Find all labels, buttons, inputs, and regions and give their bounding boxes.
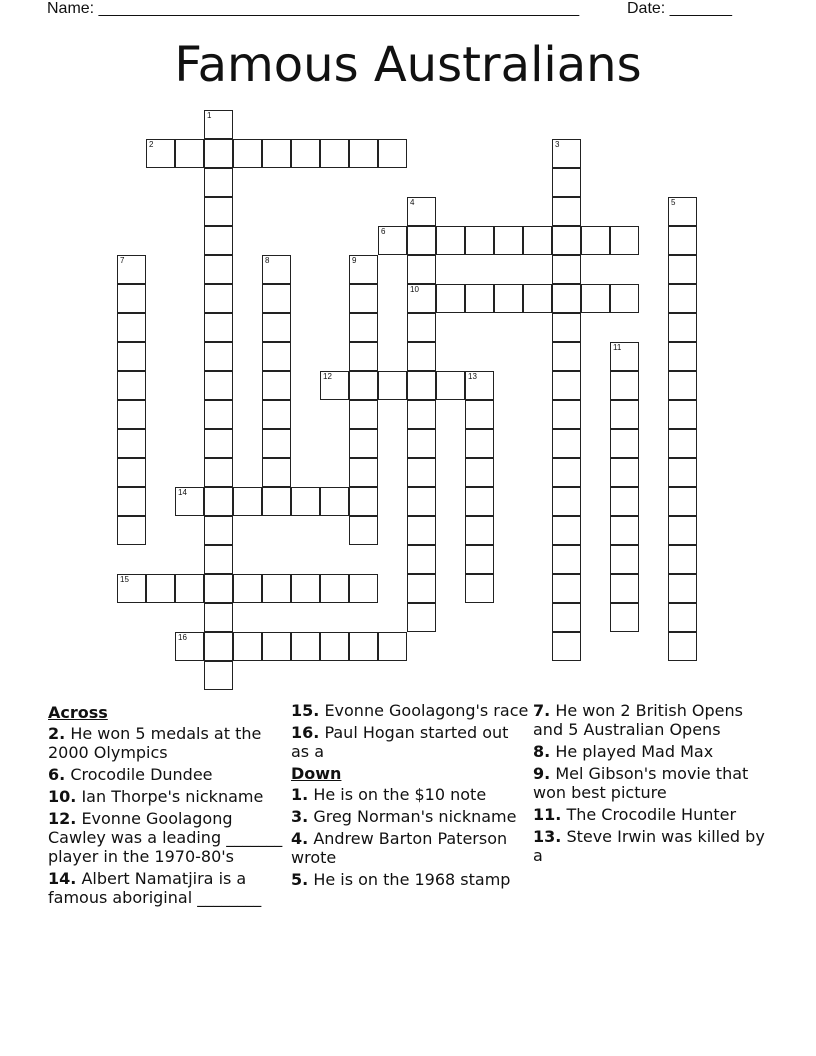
crossword-cell[interactable] bbox=[668, 632, 697, 661]
clue-text: Ian Thorpe's nickname bbox=[81, 787, 264, 806]
clue-number: 5. bbox=[291, 870, 309, 889]
crossword-cell[interactable] bbox=[349, 313, 378, 342]
crossword-cell[interactable] bbox=[610, 487, 639, 516]
clue-down-13 bbox=[533, 827, 773, 865]
crossword-cell[interactable] bbox=[117, 255, 146, 284]
crossword-cell[interactable] bbox=[204, 226, 233, 255]
crossword-cell[interactable] bbox=[349, 139, 378, 168]
crossword-cell[interactable] bbox=[262, 458, 291, 487]
crossword-cell[interactable] bbox=[262, 139, 291, 168]
crossword-cell[interactable] bbox=[494, 284, 523, 313]
crossword-cell[interactable] bbox=[407, 313, 436, 342]
clue-text: Albert Namatjira is a famous aboriginal ________ bbox=[48, 869, 262, 907]
crossword-cell[interactable] bbox=[291, 632, 320, 661]
clue-down-7 bbox=[533, 701, 773, 739]
clue-number-label: 13 bbox=[468, 372, 477, 381]
crossword-cell[interactable] bbox=[407, 342, 436, 371]
crossword-cell[interactable] bbox=[175, 574, 204, 603]
crossword-cell[interactable] bbox=[291, 487, 320, 516]
crossword-cell[interactable] bbox=[378, 139, 407, 168]
crossword-cell[interactable] bbox=[407, 458, 436, 487]
crossword-cell[interactable] bbox=[349, 400, 378, 429]
clue-number: 4. bbox=[291, 829, 309, 848]
crossword-cell[interactable] bbox=[204, 516, 233, 545]
clue-down-4 bbox=[291, 829, 531, 867]
crossword-cell[interactable] bbox=[407, 371, 436, 400]
crossword-cell[interactable] bbox=[668, 429, 697, 458]
crossword-cell[interactable] bbox=[407, 574, 436, 603]
crossword-cell[interactable] bbox=[552, 197, 581, 226]
crossword-cell[interactable] bbox=[262, 574, 291, 603]
crossword-cell[interactable] bbox=[262, 632, 291, 661]
crossword-cell[interactable] bbox=[378, 632, 407, 661]
clue-number-label: 3 bbox=[555, 140, 560, 149]
clue-text: Greg Norman's nickname bbox=[313, 807, 517, 826]
crossword-cell[interactable] bbox=[610, 458, 639, 487]
crossword-cell[interactable] bbox=[610, 400, 639, 429]
crossword-cell[interactable] bbox=[204, 197, 233, 226]
clue-number: 7. bbox=[533, 701, 551, 720]
crossword-cell[interactable] bbox=[552, 342, 581, 371]
crossword-cell[interactable] bbox=[320, 371, 349, 400]
clue-text: Evonne Goolagong Cawley was a leading _______ player in the 1970-80's bbox=[48, 809, 283, 866]
crossword-cell[interactable] bbox=[610, 284, 639, 313]
crossword-cell[interactable] bbox=[146, 574, 175, 603]
crossword-cell[interactable] bbox=[465, 371, 494, 400]
crossword-cell[interactable] bbox=[117, 429, 146, 458]
crossword-cell[interactable] bbox=[668, 313, 697, 342]
crossword-cell[interactable] bbox=[407, 603, 436, 632]
crossword-cell[interactable] bbox=[668, 371, 697, 400]
crossword-cell[interactable] bbox=[262, 487, 291, 516]
crossword-cell[interactable] bbox=[407, 226, 436, 255]
crossword-cell[interactable] bbox=[407, 429, 436, 458]
crossword-cell[interactable] bbox=[668, 487, 697, 516]
clue-text: Evonne Goolagong's race bbox=[324, 701, 529, 720]
clue-number: 6. bbox=[48, 765, 66, 784]
crossword-cell[interactable] bbox=[233, 574, 262, 603]
clue-text: Steve Irwin was killed by a bbox=[533, 827, 765, 865]
crossword-cell[interactable] bbox=[349, 342, 378, 371]
crossword-cell[interactable] bbox=[610, 603, 639, 632]
crossword-cell[interactable] bbox=[610, 371, 639, 400]
crossword-cell[interactable] bbox=[552, 284, 581, 313]
crossword-cell[interactable] bbox=[349, 458, 378, 487]
clue-down-9 bbox=[533, 764, 773, 802]
clue-number: 1. bbox=[291, 785, 309, 804]
crossword-cell[interactable] bbox=[320, 139, 349, 168]
crossword-cell[interactable] bbox=[291, 574, 320, 603]
clue-across-2 bbox=[48, 724, 284, 762]
crossword-cell[interactable] bbox=[378, 371, 407, 400]
crossword-cell[interactable] bbox=[552, 168, 581, 197]
crossword-cell[interactable] bbox=[204, 487, 233, 516]
crossword-cell[interactable] bbox=[552, 139, 581, 168]
crossword-cell[interactable] bbox=[175, 487, 204, 516]
crossword-cell[interactable] bbox=[204, 168, 233, 197]
clue-number: 13. bbox=[533, 827, 562, 846]
clue-number: 11. bbox=[533, 805, 562, 824]
clue-text: The Crocodile Hunter bbox=[566, 805, 737, 824]
crossword-cell[interactable] bbox=[349, 284, 378, 313]
clue-text: He won 2 British Opens and 5 Australian Opens bbox=[533, 701, 743, 739]
clue-number: 2. bbox=[48, 724, 66, 743]
crossword-cell[interactable] bbox=[407, 400, 436, 429]
crossword-cell[interactable] bbox=[349, 574, 378, 603]
crossword-cell[interactable] bbox=[378, 226, 407, 255]
crossword-cell[interactable] bbox=[349, 516, 378, 545]
crossword-cell[interactable] bbox=[668, 516, 697, 545]
crossword-cell[interactable] bbox=[175, 139, 204, 168]
crossword-cell[interactable] bbox=[465, 487, 494, 516]
crossword-cell[interactable] bbox=[320, 632, 349, 661]
crossword-cell[interactable] bbox=[349, 487, 378, 516]
crossword-cell[interactable] bbox=[204, 603, 233, 632]
crossword-cell[interactable] bbox=[668, 603, 697, 632]
crossword-cell[interactable] bbox=[320, 487, 349, 516]
crossword-cell[interactable] bbox=[204, 400, 233, 429]
crossword-cell[interactable] bbox=[233, 632, 262, 661]
crossword-cell[interactable] bbox=[262, 371, 291, 400]
clue-number-label: 11 bbox=[613, 343, 622, 352]
crossword-cell[interactable] bbox=[668, 574, 697, 603]
clue-column-3 bbox=[533, 701, 773, 868]
clue-column-1 bbox=[48, 701, 284, 910]
crossword-cell[interactable] bbox=[117, 342, 146, 371]
clue-number-label: 14 bbox=[178, 488, 187, 497]
clue-text: He played Mad Max bbox=[555, 742, 714, 761]
crossword-cell[interactable] bbox=[204, 110, 233, 139]
crossword-cell[interactable] bbox=[552, 255, 581, 284]
crossword-cell[interactable] bbox=[117, 574, 146, 603]
clue-number-label: 9 bbox=[352, 256, 357, 265]
crossword-cell[interactable] bbox=[552, 226, 581, 255]
clue-down-1 bbox=[291, 785, 531, 804]
clue-text: Crocodile Dundee bbox=[70, 765, 213, 784]
crossword-cell[interactable] bbox=[233, 487, 262, 516]
crossword-cell[interactable] bbox=[204, 661, 233, 690]
crossword-cell[interactable] bbox=[523, 226, 552, 255]
crossword-cell[interactable] bbox=[291, 139, 320, 168]
crossword-cell[interactable] bbox=[668, 255, 697, 284]
crossword-cell[interactable] bbox=[407, 545, 436, 574]
crossword-cell[interactable] bbox=[494, 226, 523, 255]
clue-across-10 bbox=[48, 787, 284, 806]
crossword-cell[interactable] bbox=[465, 284, 494, 313]
crossword-cell[interactable] bbox=[117, 458, 146, 487]
crossword-cell[interactable] bbox=[204, 632, 233, 661]
across-heading: Across bbox=[48, 703, 108, 722]
clue-down-3 bbox=[291, 807, 531, 826]
clue-number: 9. bbox=[533, 764, 551, 783]
crossword-cell[interactable] bbox=[668, 458, 697, 487]
crossword-cell[interactable] bbox=[204, 313, 233, 342]
crossword-cell[interactable] bbox=[262, 313, 291, 342]
crossword-cell[interactable] bbox=[117, 487, 146, 516]
crossword-cell[interactable] bbox=[204, 139, 233, 168]
clue-number: 12. bbox=[48, 809, 77, 828]
crossword-cell[interactable] bbox=[465, 574, 494, 603]
crossword-cell[interactable] bbox=[407, 516, 436, 545]
crossword-cell[interactable] bbox=[407, 487, 436, 516]
clue-across-15 bbox=[291, 701, 531, 720]
clue-number: 3. bbox=[291, 807, 309, 826]
crossword-cell[interactable] bbox=[552, 516, 581, 545]
crossword-cell[interactable] bbox=[668, 342, 697, 371]
clue-number-label: 7 bbox=[120, 256, 125, 265]
clue-down-11 bbox=[533, 805, 773, 824]
crossword-cell[interactable] bbox=[610, 226, 639, 255]
crossword-cell[interactable] bbox=[465, 226, 494, 255]
crossword-cell[interactable] bbox=[552, 574, 581, 603]
date-field-label: Date: _______ bbox=[627, 0, 732, 17]
crossword-cell[interactable] bbox=[233, 139, 262, 168]
clue-number-label: 15 bbox=[120, 575, 129, 584]
clue-number-label: 2 bbox=[149, 140, 154, 149]
crossword-cell[interactable] bbox=[552, 458, 581, 487]
clue-down-5 bbox=[291, 870, 531, 889]
crossword-cell[interactable] bbox=[349, 371, 378, 400]
crossword-cell[interactable] bbox=[204, 458, 233, 487]
crossword-cell[interactable] bbox=[610, 429, 639, 458]
crossword-cell[interactable] bbox=[204, 255, 233, 284]
clue-across-14 bbox=[48, 869, 284, 907]
crossword-cell[interactable] bbox=[117, 516, 146, 545]
crossword-cell[interactable] bbox=[204, 342, 233, 371]
crossword-cell[interactable] bbox=[117, 371, 146, 400]
crossword-cell[interactable] bbox=[465, 516, 494, 545]
crossword-cell[interactable] bbox=[465, 429, 494, 458]
crossword-cell[interactable] bbox=[117, 313, 146, 342]
crossword-cell[interactable] bbox=[552, 371, 581, 400]
page-title: Famous Australians bbox=[174, 37, 642, 93]
clue-number: 14. bbox=[48, 869, 77, 888]
crossword-cell[interactable] bbox=[349, 429, 378, 458]
clue-number-label: 12 bbox=[323, 372, 332, 381]
crossword-cell[interactable] bbox=[204, 429, 233, 458]
clue-number: 8. bbox=[533, 742, 551, 761]
clue-text: Paul Hogan started out as a bbox=[291, 723, 509, 761]
crossword-cell[interactable] bbox=[610, 342, 639, 371]
crossword-cell[interactable] bbox=[668, 400, 697, 429]
crossword-cell[interactable] bbox=[552, 313, 581, 342]
clue-number: 16. bbox=[291, 723, 320, 742]
clue-text: He is on the 1968 stamp bbox=[313, 870, 511, 889]
crossword-cell[interactable] bbox=[668, 284, 697, 313]
crossword-cell[interactable] bbox=[581, 284, 610, 313]
crossword-cell[interactable] bbox=[204, 545, 233, 574]
crossword-cell[interactable] bbox=[552, 487, 581, 516]
clue-number: 15. bbox=[291, 701, 320, 720]
crossword-cell[interactable] bbox=[117, 400, 146, 429]
crossword-cell[interactable] bbox=[407, 284, 436, 313]
crossword-cell[interactable] bbox=[262, 255, 291, 284]
clue-number-label: 5 bbox=[671, 198, 676, 207]
crossword-cell[interactable] bbox=[407, 255, 436, 284]
crossword-cell[interactable] bbox=[610, 516, 639, 545]
crossword-cell[interactable] bbox=[262, 284, 291, 313]
crossword-cell[interactable] bbox=[668, 197, 697, 226]
clue-text: He won 5 medals at the 2000 Olympics bbox=[48, 724, 262, 762]
crossword-cell[interactable] bbox=[204, 371, 233, 400]
clue-number: 10. bbox=[48, 787, 77, 806]
crossword-cell[interactable] bbox=[436, 284, 465, 313]
name-field-label: Name: ______________________________________________________ bbox=[47, 0, 580, 17]
crossword-cell[interactable] bbox=[465, 545, 494, 574]
clue-across-16 bbox=[291, 723, 531, 761]
crossword-cell[interactable] bbox=[349, 255, 378, 284]
crossword-cell[interactable] bbox=[610, 574, 639, 603]
crossword-cell[interactable] bbox=[436, 371, 465, 400]
crossword-cell[interactable] bbox=[436, 226, 465, 255]
crossword-cell[interactable] bbox=[552, 632, 581, 661]
clue-column-2 bbox=[291, 701, 531, 892]
clue-number-label: 8 bbox=[265, 256, 270, 265]
crossword-cell[interactable] bbox=[668, 226, 697, 255]
crossword-cell[interactable] bbox=[465, 400, 494, 429]
clue-text: Mel Gibson's movie that won best picture bbox=[533, 764, 749, 802]
crossword-cell[interactable] bbox=[610, 545, 639, 574]
crossword-cell[interactable] bbox=[204, 574, 233, 603]
clue-number-label: 10 bbox=[410, 285, 419, 294]
crossword-cell[interactable] bbox=[552, 400, 581, 429]
crossword-cell[interactable] bbox=[552, 429, 581, 458]
clue-across-12 bbox=[48, 809, 284, 866]
clue-across-6 bbox=[48, 765, 284, 784]
crossword-cell[interactable] bbox=[262, 342, 291, 371]
crossword-cell[interactable] bbox=[552, 545, 581, 574]
crossword-cell[interactable] bbox=[465, 458, 494, 487]
clue-text: He is on the $10 note bbox=[313, 785, 487, 804]
crossword-cell[interactable] bbox=[349, 632, 378, 661]
crossword-cell[interactable] bbox=[320, 574, 349, 603]
clue-number-label: 4 bbox=[410, 198, 415, 207]
clue-text: Andrew Barton Paterson wrote bbox=[291, 829, 508, 867]
clue-down-8 bbox=[533, 742, 773, 761]
down-heading: Down bbox=[291, 764, 342, 783]
crossword-cell[interactable] bbox=[668, 545, 697, 574]
crossword-cell[interactable] bbox=[175, 632, 204, 661]
crossword-cell[interactable] bbox=[146, 139, 175, 168]
crossword-cell[interactable] bbox=[204, 284, 233, 313]
clue-number-label: 6 bbox=[381, 227, 386, 236]
crossword-cell[interactable] bbox=[117, 284, 146, 313]
crossword-cell[interactable] bbox=[262, 429, 291, 458]
clue-number-label: 1 bbox=[207, 111, 212, 120]
clue-number-label: 16 bbox=[178, 633, 187, 642]
crossword-cell[interactable] bbox=[262, 400, 291, 429]
crossword-cell[interactable] bbox=[407, 197, 436, 226]
crossword-cell[interactable] bbox=[523, 284, 552, 313]
crossword-cell[interactable] bbox=[552, 603, 581, 632]
crossword-cell[interactable] bbox=[581, 226, 610, 255]
